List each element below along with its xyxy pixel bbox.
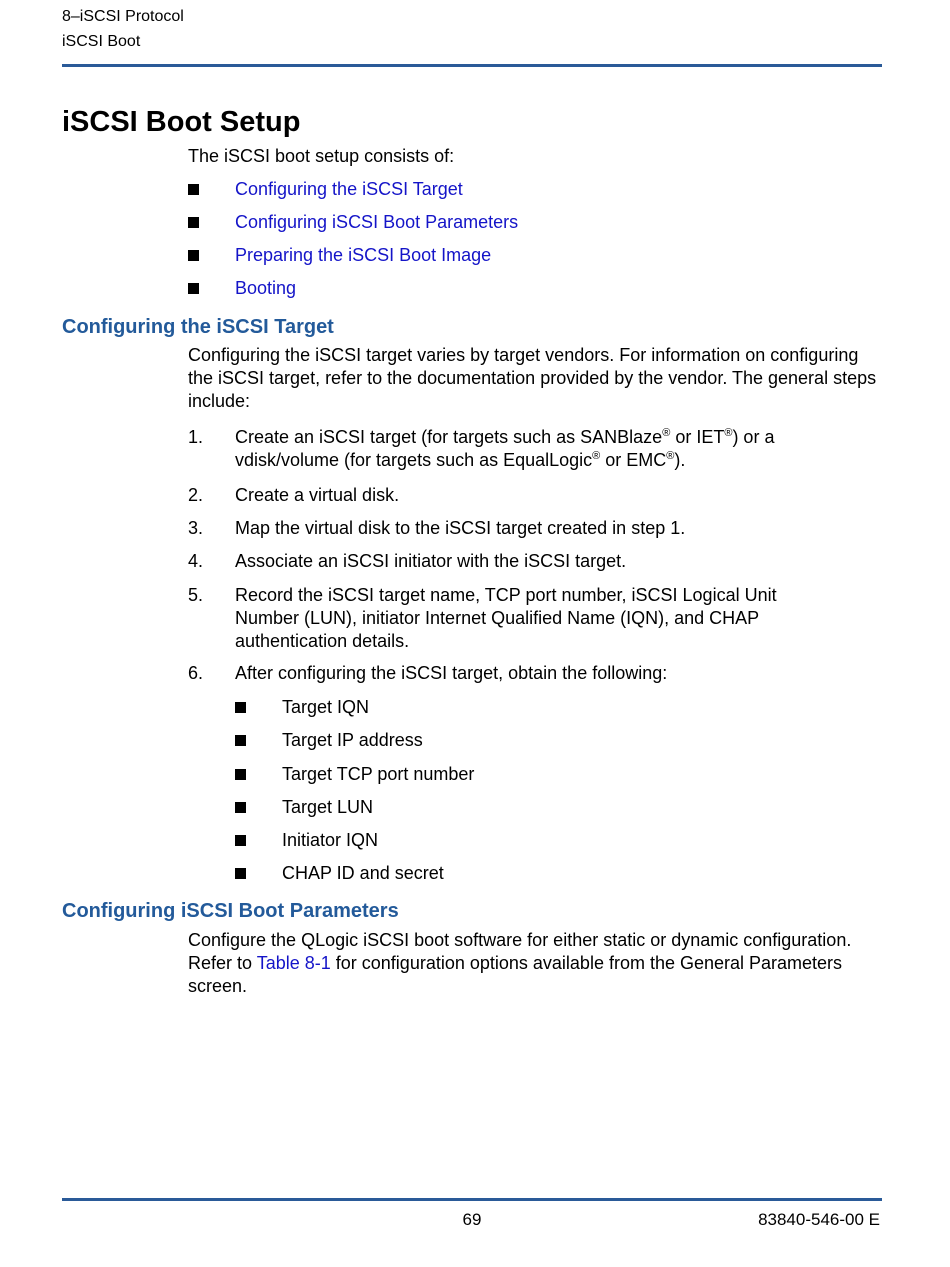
bullet-icon [188, 244, 199, 267]
list-item-text: Target IP address [282, 730, 423, 750]
list-item-text: Initiator IQN [282, 830, 379, 850]
section1-paragraph: Configuring the iSCSI target varies by target vendors. For information on configuring the iSCSI target, refer to the documentation provided by the vendor. The general steps include: [188, 345, 877, 411]
section-heading-boot-parameters: Configuring iSCSI Boot Parameters [62, 900, 399, 922]
bullet-icon [235, 796, 246, 819]
list-item-text: Target IQN [282, 697, 370, 717]
registered-mark: ® [662, 427, 671, 439]
page-number: 69 [462, 1210, 482, 1229]
header-section: iSCSI Boot [62, 33, 141, 50]
link-configuring-target[interactable]: Configuring the iSCSI Target [235, 179, 463, 199]
bullet-icon [235, 763, 246, 786]
footer-rule [62, 1198, 882, 1201]
section2-paragraph: Configure the QLogic iSCSI boot software for either static or dynamic configuration. Refer to Table 8-1 for configuration options available from the General Parameters screen. [188, 930, 852, 996]
table-8-1-link[interactable]: Table 8-1 [256, 953, 331, 973]
bullet-icon [188, 277, 199, 300]
list-item-text: Target TCP port number [282, 764, 475, 784]
step-text: Create an iSCSI target (for targets such as SANBlaze® or IET®) or a vdisk/volume (for targets such as EqualLogic® or EMC®). [235, 427, 775, 470]
link-booting[interactable]: Booting [235, 278, 297, 298]
header-chapter: 8–iSCSI Protocol [62, 8, 184, 25]
bullet-icon [188, 178, 199, 201]
document-id: 83840-546-00 E [758, 1210, 880, 1229]
step-text: After configuring the iSCSI target, obtain the following: [235, 663, 668, 683]
step-number: 6. [188, 663, 204, 683]
step-number: 4. [188, 551, 204, 571]
step-number: 5. [188, 585, 204, 605]
step-text: Create a virtual disk. [235, 485, 400, 505]
bullet-icon [235, 829, 246, 852]
bullet-icon [235, 729, 246, 752]
list-item-text: Target LUN [282, 797, 374, 817]
step-text: Record the iSCSI target name, TCP port number, iSCSI Logical Unit Number (LUN), initiator Internet Qualified Name (IQN), and CHAP authentication details. [235, 585, 777, 651]
bullet-icon [235, 862, 246, 885]
header-rule [62, 64, 882, 67]
intro-text: The iSCSI boot setup consists of: [188, 146, 455, 166]
step-text: Associate an iSCSI initiator with the iSCSI target. [235, 551, 627, 571]
running-header [62, 4, 184, 54]
list-item-text: CHAP ID and secret [282, 863, 444, 883]
step-number: 3. [188, 518, 204, 538]
step-number: 2. [188, 485, 204, 505]
link-configuring-boot-parameters[interactable]: Configuring iSCSI Boot Parameters [235, 212, 519, 232]
bullet-icon [235, 696, 246, 719]
registered-mark: ® [724, 427, 733, 439]
step-number: 1. [188, 427, 204, 447]
registered-mark: ® [666, 450, 675, 462]
page-title: iSCSI Boot Setup [62, 106, 301, 138]
section-heading-configuring-target: Configuring the iSCSI Target [62, 316, 334, 338]
bullet-icon [188, 211, 199, 234]
step-text: Map the virtual disk to the iSCSI target created in step 1. [235, 518, 686, 538]
registered-mark: ® [592, 450, 601, 462]
link-preparing-boot-image[interactable]: Preparing the iSCSI Boot Image [235, 245, 492, 265]
